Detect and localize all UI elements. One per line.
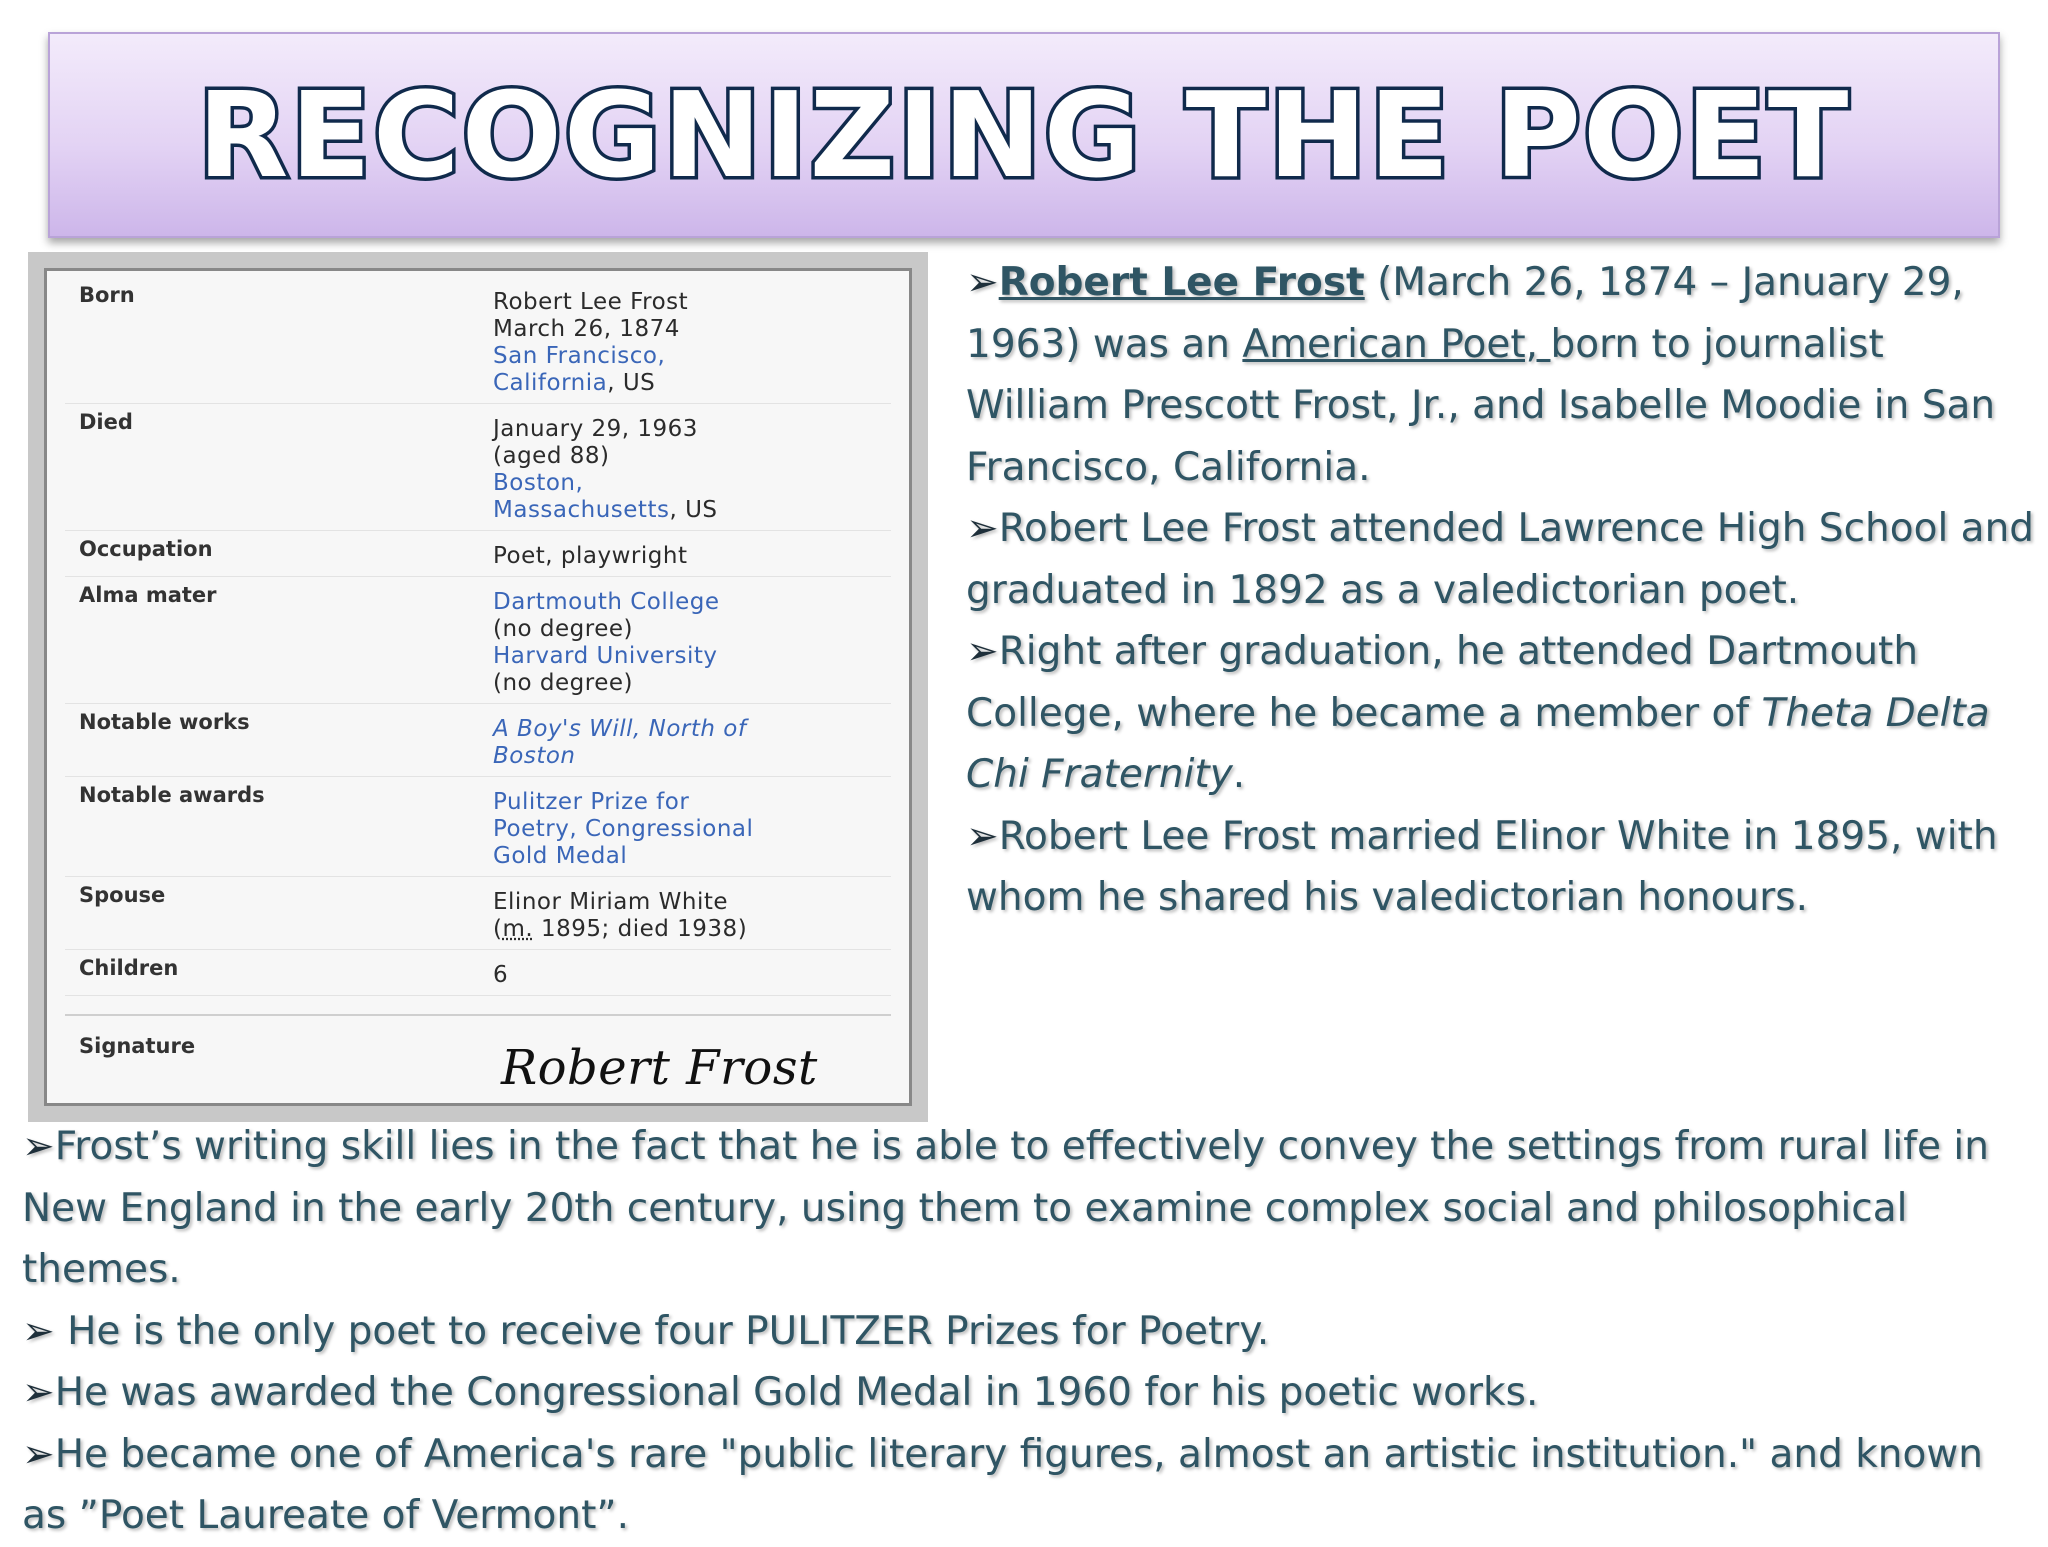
alma-mater-note-1: (no degree) <box>493 616 634 642</box>
died-label: Died <box>79 410 133 434</box>
spouse-detail: 1895; died 1938) <box>533 916 748 942</box>
infobox-row-occupation <box>65 531 891 577</box>
notable-awards-line-1: Pulitzer Prize for <box>493 789 690 815</box>
infobox-row-born <box>65 277 891 404</box>
birth-text-1: (March 26, 1874 – January 29, 1963) was an <box>966 260 1964 367</box>
notable-awards-line-3: Gold Medal <box>493 843 628 869</box>
bullet-arrow-icon: ➢ <box>22 1308 55 1354</box>
born-state-link: California <box>493 370 608 396</box>
alma-mater-school-2: Harvard University <box>493 643 718 669</box>
bullet-pulitzer <box>22 1301 2032 1363</box>
slide-title: RECOGNIZING THE POET <box>197 66 1851 204</box>
signature-image <box>493 1040 863 1096</box>
infobox-row-notable-awards <box>65 777 891 877</box>
pulitzer-text: He is the only poet to receive four PULITZER Prizes for Poetry. <box>54 1308 1270 1354</box>
bullet-laureate <box>22 1424 2032 1547</box>
spouse-name: Elinor Miriam White <box>493 889 728 915</box>
bullet-writing-skill <box>22 1116 2032 1301</box>
born-country: , US <box>607 370 656 396</box>
writing-skill-text: Frost’s writing skill lies in the fact that he is able to effectively convey the settings from rural life in New England in the early 20th century, using them to examine complex social and philosophical themes. <box>22 1124 1989 1292</box>
bullet-arrow-icon: ➢ <box>22 1370 55 1415</box>
occupation-value: Poet, playwright <box>493 543 688 569</box>
fraternity-name: Theta Delta Chi Fraternity <box>966 690 1990 797</box>
born-name: Robert Lee Frost <box>493 289 689 315</box>
bullet-arrow-icon: ➢ <box>22 1124 55 1169</box>
infobox-row-alma-mater <box>65 577 891 704</box>
died-country: , US <box>669 497 718 523</box>
notable-works-label: Notable works <box>79 710 250 734</box>
spouse-label: Spouse <box>79 883 166 907</box>
bullet-marriage <box>966 806 2036 929</box>
born-label: Born <box>79 283 135 307</box>
dartmouth-text: Right after graduation, he attended Dartmouth College, where he became a member of <box>966 629 1919 736</box>
infobox-row-notable-works <box>65 704 891 777</box>
marriage-text: Robert Lee Frost married Elinor White in 1895, with whom he shared his valedictorian honours. <box>966 813 1998 920</box>
high-school-text: Robert Lee Frost attended Lawrence High School and graduated in 1892 as a valedictorian poet. <box>966 506 2035 613</box>
occupation-label: Occupation <box>79 537 213 561</box>
infobox <box>44 268 912 1106</box>
born-date: March 26, 1874 <box>493 316 680 342</box>
infobox-image-frame <box>28 252 928 1122</box>
alma-mater-note-2: (no degree) <box>493 670 634 696</box>
notable-works-line-2: Boston <box>493 743 576 769</box>
dartmouth-end: . <box>1232 752 1246 797</box>
children-label: Children <box>79 956 179 980</box>
laureate-text: He became one of America's rare "public literary figures, almost an artistic institution." and known as ”Poet Laureate of Vermont”. <box>22 1431 1983 1538</box>
died-city-link: Boston, <box>493 470 584 496</box>
bullet-arrow-icon: ➢ <box>22 1431 55 1477</box>
bottom-bullet-list <box>22 1116 2032 1547</box>
right-bullet-list <box>966 252 2036 929</box>
spouse-married-abbr: m. <box>502 916 534 942</box>
bullet-dartmouth <box>966 621 2036 806</box>
svg-text:Robert Frost: Robert Frost <box>501 1040 818 1096</box>
died-date: January 29, 1963 <box>493 416 698 442</box>
poet-name-link[interactable]: Robert Lee Frost <box>998 260 1365 305</box>
title-banner <box>48 32 2000 238</box>
notable-works-line-1: A Boy's Will, North of <box>493 716 747 742</box>
bullet-gold-medal <box>22 1362 2032 1424</box>
bullet-arrow-icon: ➢ <box>966 813 999 859</box>
died-age: (aged 88) <box>493 443 610 469</box>
children-value: 6 <box>493 962 509 988</box>
infobox-row-spouse: Spouse Elinor Miriam White (m. 1895; died 1938) <box>65 877 891 950</box>
notable-awards-line-2: Poetry, Congressional <box>493 816 754 842</box>
alma-mater-school-1: Dartmouth College <box>493 589 720 615</box>
infobox-row-died <box>65 404 891 531</box>
bullet-arrow-icon: ➢ <box>966 506 999 551</box>
gold-medal-text: He was awarded the Congressional Gold Medal in 1960 for his poetic works. <box>54 1370 1539 1415</box>
bullet-birth <box>966 252 2036 498</box>
american-poet-link[interactable]: American Poet, <box>1242 321 1551 367</box>
birth-text-2: born to journalist William Prescott Frost, Jr., and Isabelle Moodie in San Francisco, California. <box>966 321 1996 490</box>
bullet-high-school <box>966 498 2036 621</box>
died-state-link: Massachusetts <box>493 497 670 523</box>
bullet-arrow-icon: ➢ <box>966 629 999 674</box>
infobox-row-children <box>65 950 891 996</box>
infobox-row-signature <box>65 1014 891 1109</box>
signature-label: Signature <box>79 1034 196 1058</box>
notable-awards-label: Notable awards <box>79 783 265 807</box>
born-city-link: San Francisco, <box>493 343 666 369</box>
alma-mater-label: Alma mater <box>79 583 217 607</box>
bullet-arrow-icon: ➢ <box>966 260 999 305</box>
